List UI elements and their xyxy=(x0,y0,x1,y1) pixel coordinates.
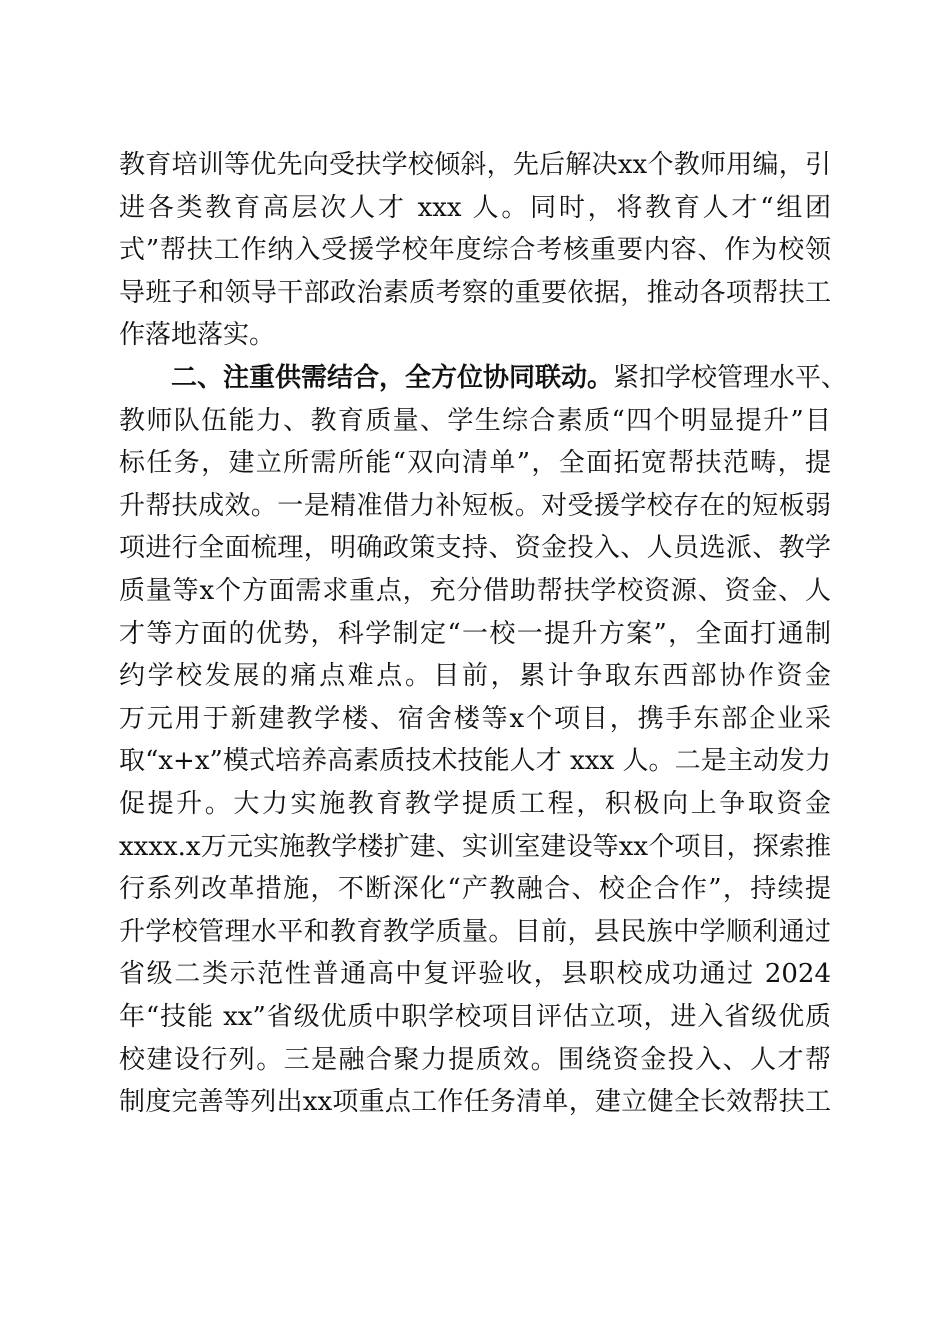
paragraph-1 xyxy=(119,144,831,357)
paragraph-line: 才等方面的优势，科学制定“一校一提升方案”，全面打通制 xyxy=(119,618,831,649)
paragraph-line: 万元用于新建教学楼、宿舍楼等x个项目，携手东部企业采 xyxy=(119,703,831,734)
paragraph-line: 行系列改革措施，不断深化“产教融合、校企合作”，持续提 xyxy=(119,874,831,905)
paragraph-line: 制度完善等列出xx项重点工作任务清单，建立健全长效帮扶工 xyxy=(119,1087,831,1118)
paragraph-line: 质量等x个方面需求重点，充分借助帮扶学校资源、资金、人 xyxy=(119,575,831,606)
paragraph-line: 项进行全面梳理，明确政策支持、资金投入、人员选派、教学 xyxy=(119,533,831,564)
paragraph-line: 约学校发展的痛点难点。目前，累计争取东西部协作资金 xyxy=(119,661,831,692)
paragraph-line: 教育培训等优先向受扶学校倾斜，先后解决xx个教师用编，引 xyxy=(119,150,831,180)
paragraph-line: 升帮扶成效。一是精准借力补短板。对受援学校存在的短板弱 xyxy=(119,490,831,521)
paragraph-2 xyxy=(119,357,848,1124)
paragraph-line: 教师队伍能力、教育质量、学生综合素质“四个明显提升”目 xyxy=(119,405,831,436)
paragraph-line: 进各类教育高层次人才 xxx 人。同时，将教育人才“组团 xyxy=(119,192,831,223)
paragraph-line: 取“x+x”模式培养高素质技术技能人才 xxx 人。二是主动发力 xyxy=(119,746,831,777)
paragraph-first-line xyxy=(119,357,848,400)
paragraph-line: 标任务，建立所需所能“双向清单”，全面拓宽帮扶范畴，提 xyxy=(119,448,831,479)
paragraph-line: 导班子和领导干部政治素质考察的重要依据，推动各项帮扶工 xyxy=(119,277,831,308)
paragraph-line: 省级二类示范性普通高中复评验收，县职校成功通过 2024 xyxy=(119,959,831,990)
paragraph-line: 促提升。大力实施教育教学提质工程，积极向上争取资金 xyxy=(119,788,831,819)
paragraph-line: 式”帮扶工作纳入受援学校年度综合考核重要内容、作为校领 xyxy=(119,235,831,266)
paragraph-line: 校建设行列。三是融合聚力提质效。围绕资金投入、人才帮 xyxy=(119,1044,831,1075)
paragraph-line: 年“技能 xx”省级优质中职学校项目评估立项，进入省级优质 xyxy=(119,1001,831,1032)
paragraph-line: xxxx.x万元实施教学楼扩建、实训室建设等xx个项目，探索推 xyxy=(119,831,831,862)
paragraph-line: 升学校管理水平和教育教学质量。目前，县民族中学顺利通过 xyxy=(119,916,831,947)
heading-line-rest: 紧扣学校管理水平、 xyxy=(613,363,848,393)
paragraph-line: 作落地落实。 xyxy=(119,320,276,351)
section-heading: 二、注重供需结合，全方位协同联动。 xyxy=(171,363,614,393)
